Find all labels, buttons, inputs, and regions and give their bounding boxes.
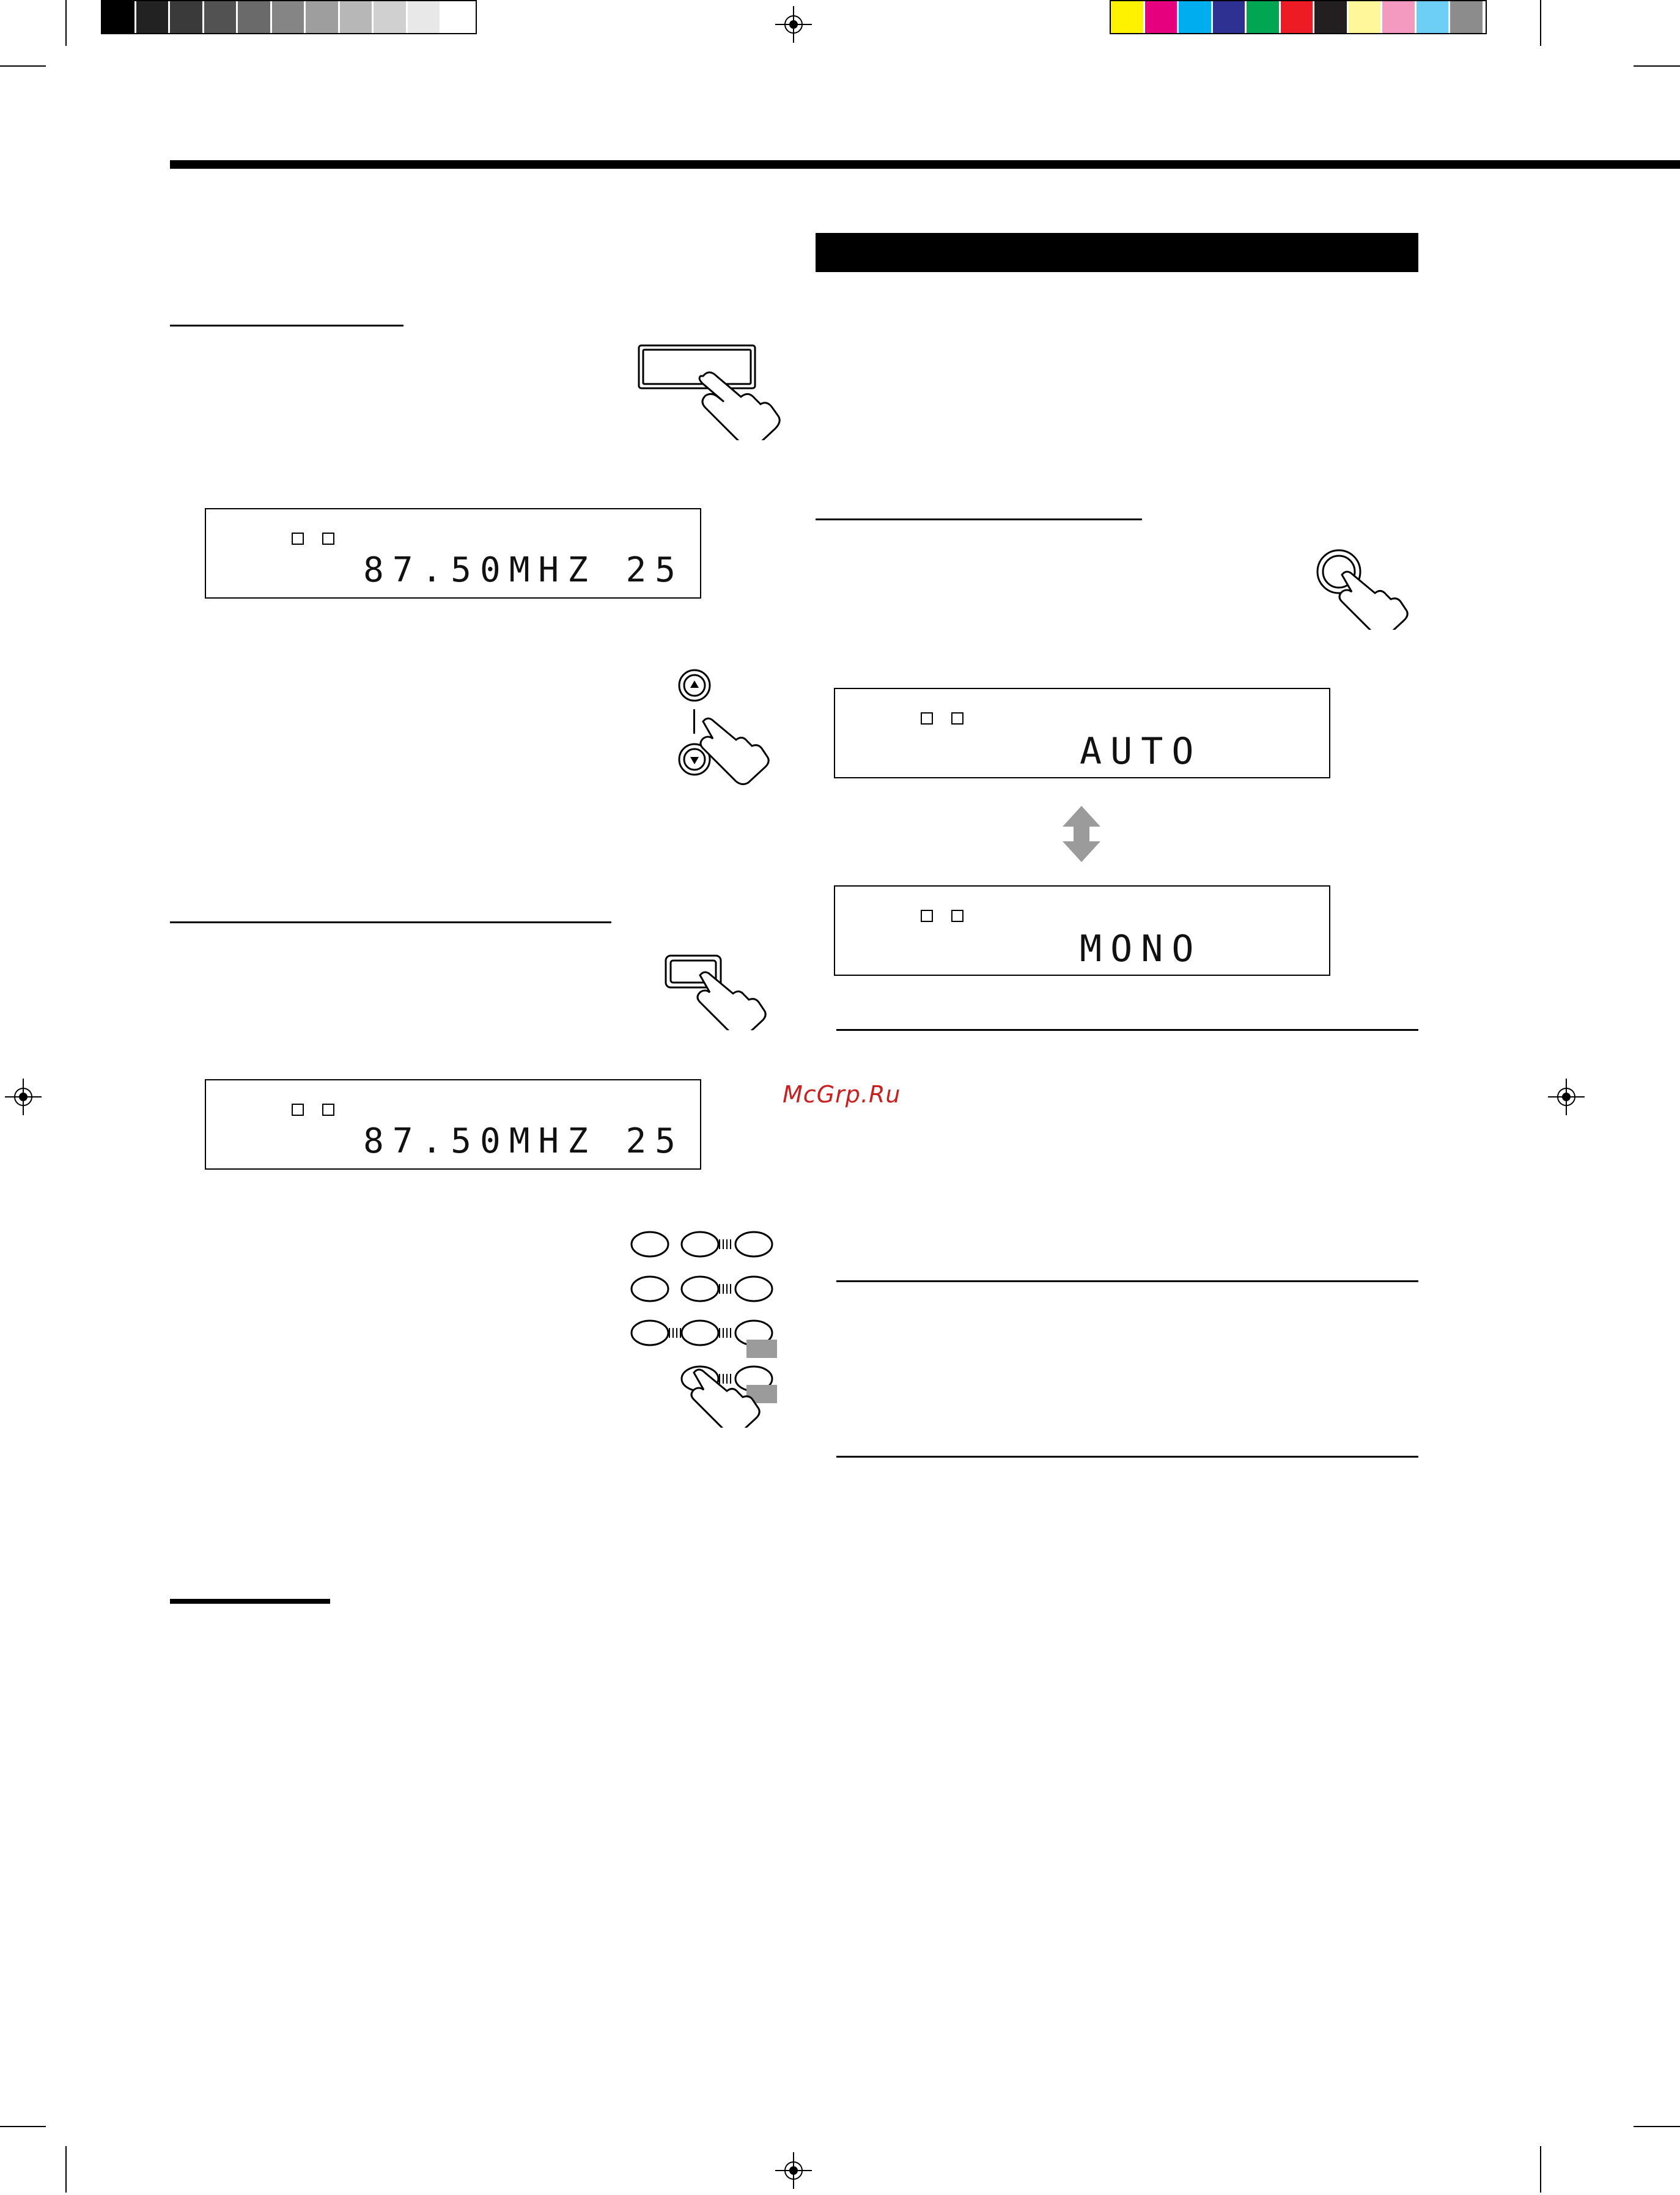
grayscale-swatch — [204, 1, 237, 33]
display-panel — [205, 1079, 701, 1170]
color-swatch — [1349, 1, 1381, 33]
color-swatch — [1417, 1, 1449, 33]
indicator-square — [292, 533, 304, 545]
pressing-hand-icon — [697, 709, 783, 789]
divider-rule — [836, 1280, 1418, 1282]
color-swatch — [1314, 1, 1347, 33]
divider-rule — [836, 1029, 1418, 1031]
display-panel — [205, 508, 701, 599]
pressing-hand-icon — [636, 342, 783, 440]
pressing-hand-icon — [1314, 544, 1424, 630]
display-panel — [834, 688, 1330, 778]
section-heading-bar — [816, 233, 1418, 272]
indicator-square — [921, 712, 933, 725]
display-text: MONO — [1080, 928, 1203, 970]
subheading-underline — [170, 325, 403, 326]
indicator-square — [951, 712, 963, 725]
crop-mark — [0, 2109, 1680, 2193]
grayscale-swatch — [441, 1, 474, 33]
display-panel — [834, 885, 1330, 976]
numeric-keypad-icon — [627, 1226, 792, 1428]
grayscale-swatch — [102, 1, 134, 33]
note-underline — [170, 1599, 330, 1604]
subheading-underline — [816, 518, 1142, 520]
color-swatch — [1111, 1, 1143, 33]
color-swatch — [1247, 1, 1279, 33]
color-swatch — [1281, 1, 1313, 33]
registration-mark-icon — [775, 6, 812, 43]
display-text: AUTO — [1080, 730, 1203, 773]
grayscale-swatch — [170, 1, 202, 33]
color-swatch — [1179, 1, 1211, 33]
grayscale-swatch — [136, 1, 169, 33]
indicator-square — [322, 533, 334, 545]
color-swatch — [1213, 1, 1245, 33]
grayscale-swatch — [306, 1, 338, 33]
grayscale-swatch — [238, 1, 270, 33]
grayscale-swatch — [408, 1, 440, 33]
registration-mark-icon — [1548, 1079, 1585, 1115]
grayscale-swatch — [272, 1, 304, 33]
color-swatch — [1145, 1, 1177, 33]
display-text: 87.50MHZ 25 — [363, 1121, 684, 1161]
divider-rule — [836, 1456, 1418, 1458]
display-text: 87.50MHZ 25 — [363, 550, 684, 590]
color-swatch — [1450, 1, 1483, 33]
grayscale-swatch — [340, 1, 372, 33]
double-arrow-icon — [1061, 806, 1102, 862]
indicator-square — [921, 910, 933, 922]
subheading-underline — [170, 921, 611, 923]
indicator-square — [322, 1104, 334, 1116]
registration-mark-icon — [5, 1079, 42, 1115]
indicator-square — [292, 1104, 304, 1116]
connector-line — [693, 709, 695, 734]
pressing-hand-icon — [663, 951, 786, 1030]
indicator-square — [951, 910, 963, 922]
watermark: McGrp.Ru — [783, 1081, 901, 1108]
grayscale-swatch — [374, 1, 406, 33]
color-swatch — [1382, 1, 1415, 33]
header-rule — [170, 160, 1680, 169]
up-arrow-button-icon — [677, 668, 712, 703]
